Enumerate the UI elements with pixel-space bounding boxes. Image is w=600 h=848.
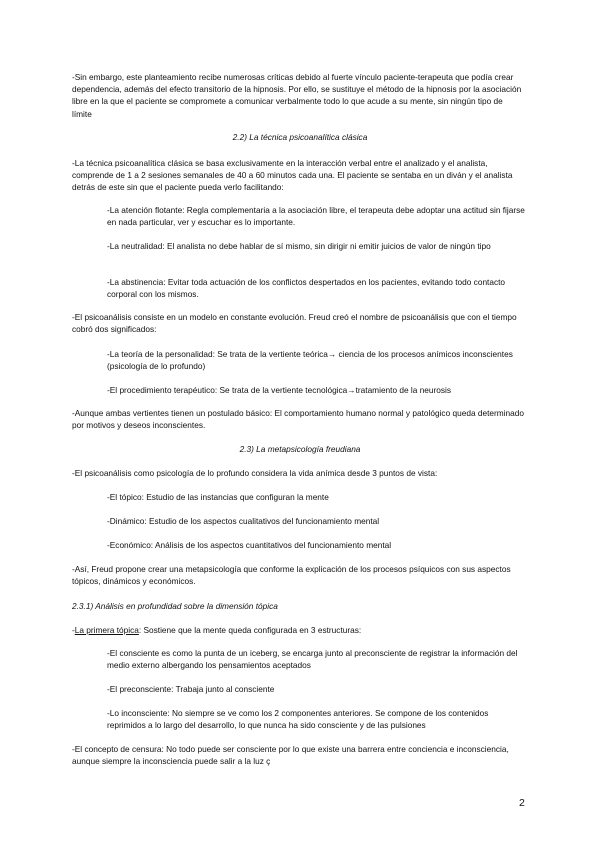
bullet-topic: -El tópico: Estudio de las instancias que configuran la mente: [107, 492, 329, 502]
dash: -: [72, 625, 75, 635]
paragraph-hypnosis-critique: -Sin embargo, este planteamiento recibe numerosas críticas debido al fuerte vínculo paciente-terapeuta que podía crear dependencia, además del efecto transitorio de la hipnosis. Por ello, se sustituye el método de la hipnosis por la asociación libre en la que el paciente se compromete a comunicar verbalmente todo lo que acude a su mente, sin ningún tipo de límite: [72, 72, 522, 119]
first-topic-rest: : Sostiene que la mente queda configurada en 3 estructuras:: [138, 625, 362, 635]
paragraph-censorship: -El concepto de censura: No todo puede ser consciente por lo que existe una barrera entre conciencia e inconsciencia, aunque siempre la inconsciencia puede salir a la luz ç: [72, 744, 509, 767]
bullet-unconscious: -Lo inconsciente: No siempre se ve como los 2 componentes anteriores. Se compone de los contenidos reprimidos a lo largo del desarrollo, lo que nunca ha sido consciente y de las pulsiones: [107, 708, 489, 731]
bullet-therapeutic-procedure: -El procedimiento terapéutico: Se trata de la vertiente tecnológica→tratamiento de la neurosis: [107, 385, 452, 395]
first-topic-term: La primera tópica: [74, 625, 139, 635]
heading-2-3-1: 2.3.1) Análisis en profundidad sobre la dimensión tópica: [72, 601, 278, 611]
heading-2-2: 2.2) La técnica psicoanalítica clásica: [232, 132, 368, 142]
paragraph-metapsychology: -Así, Freud propone crear una metapsicología que conforme la explicación de los procesos psíquicos con sus aspectos tópicos, dinámicos y económicos.: [72, 564, 511, 587]
paragraph-three-viewpoints: -El psicoanálisis como psicología de lo profundo considera la vida anímica desde 3 puntos de vista:: [72, 468, 438, 478]
page-number: 2: [519, 797, 525, 809]
paragraph-psychoanalysis-evolution: -El psicoanálisis consiste en un modelo en constante evolución. Freud creó el nombre de psicoanálisis que con el tiempo cobró dos significados:: [72, 312, 517, 335]
heading-2-3: 2.3) La metapsicología freudiana: [239, 444, 361, 454]
bullet-abstinence: -La abstinencia: Evitar toda actuación de los conflictos despertados en los pacientes, evitando todo contacto corporal con los mismos.: [107, 277, 506, 300]
paragraph-classic-technique: -La técnica psicoanalítica clásica se basa exclusivamente en la interacción verbal entre el analizado y el analista, comprende de 1 a 2 sesiones semanales de 40 a 60 minutos cada una. El paciente se sentaba en un diván y el analista detrás de este sin que el paciente pueda verlo facilitando:: [72, 158, 513, 193]
bullet-dynamic: -Dinámico: Estudio de los aspectos cualitativos del funcionamiento mental: [107, 516, 380, 526]
bullet-personality-theory: -La teoría de la personalidad: Se trata de la vertiente teórica→ ciencia de los procesos anímicos inconscientes (psicología de lo profundo): [107, 349, 513, 372]
paragraph-first-topic: [72, 624, 524, 636]
bullet-floating-attention: -La atención flotante: Regla complementaria a la asociación libre, el terapeuta debe adoptar una actitud sin fijarse en nada particular, ver y escuchar es lo importante.: [107, 205, 525, 228]
paragraph-basic-postulate: -Aunque ambas vertientes tienen un postulado básico: El comportamiento humano normal y patológico queda determinado por motivos y deseos inconscientes.: [72, 408, 524, 431]
bullet-neutrality: -La neutralidad: El analista no debe hablar de sí mismo, sin dirigir ni emitir juicios de valor de ningún tipo: [107, 241, 491, 251]
bullet-conscious: -El consciente es como la punta de un iceberg, se encarga junto al preconsciente de registrar la información del medio externo albergando los pensamientos aceptados: [107, 648, 518, 671]
bullet-preconscious: -El preconsciente: Trabaja junto al consciente: [107, 684, 275, 694]
bullet-economic: -Económico: Análisis de los aspectos cuantitativos del funcionamiento mental: [107, 540, 392, 550]
